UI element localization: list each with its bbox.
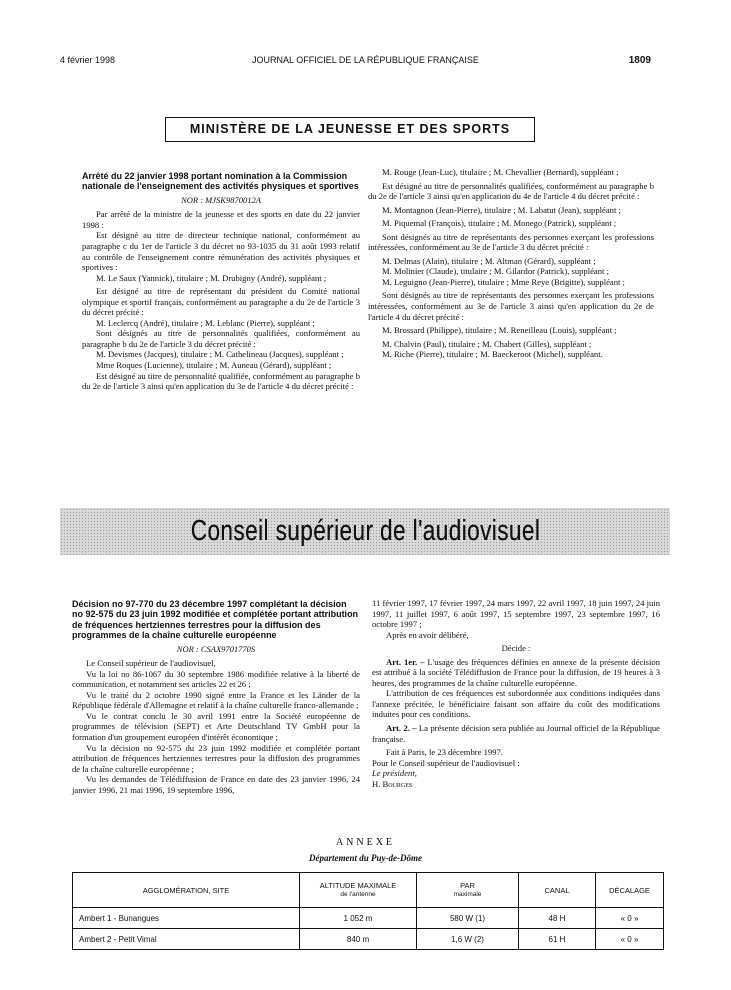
cell-decalage: « 0 »	[596, 908, 664, 929]
cell-altitude: 840 m	[300, 929, 417, 950]
column-header-par: PAR maximale	[417, 873, 519, 908]
article-1	[372, 657, 660, 689]
paragraph: M. Molinier (Claude), titulaire ; M. Gilardor (Patrick), suppléant ;	[382, 266, 609, 277]
article-1-label: Art. 1er. –	[386, 656, 425, 667]
cell-site: Ambert 2 - Petit Vimal	[73, 929, 300, 950]
decision-right-column	[372, 598, 660, 789]
paragraph: M. Rouge (Jean-Luc), titulaire ; M. Chevallier (Bernard), suppléant ;	[382, 167, 619, 177]
column-header-altitude: ALTITUDE MAXIMALE de l'antenne	[300, 873, 417, 908]
cell-decalage: « 0 »	[596, 929, 664, 950]
paragraph: M. Riche (Pierre), titulaire ; M. Baeckeroot (Michel), suppléant.	[382, 349, 603, 360]
signature-for: Pour le Conseil supérieur de l'audiovisuel :	[372, 757, 520, 768]
paragraph: M. Leguigno (Jean-Pierre), titulaire ; Mme Reye (Brigitte), suppléant ;	[382, 276, 625, 287]
paragraph: 11 février 1997, 17 février 1997, 24 mars 1997, 22 avril 1997, 18 juin 1997, 24 juin 1997, 11 juillet 1997, 6 août 1997, 15 septembre 1997, 23 septembre 1997, 16 octobre 1997 ;	[372, 598, 660, 630]
arrete-left-column	[82, 171, 360, 392]
article-1-text: L'usage des fréquences définies en annexe de la présente décision est attribué à la société Télédiffusion de France pour la diffusion, de 19 heures à 3 heures, des programmes de la chaîne culturelle européenne.	[372, 656, 660, 688]
paragraph: Sont désignés au titre de personnalités qualifiées, conformément au paragraphe b du 2e de l'article 3 du décret précité :	[82, 328, 360, 349]
paragraph: Vu la loi no 86-1067 du 30 septembre 1986 modifiée relative à la liberté de communication, et notamment ses articles 22 et 26 ;	[72, 668, 360, 690]
arrete-nor: NOR : MJSK9870012A	[181, 194, 261, 205]
column-header-canal: CANAL	[519, 873, 596, 908]
frequency-table	[72, 872, 664, 950]
paragraph: Est désigné au titre de représentant du président du Comité national olympique et sportif français, conformément au paragraphe a du 2e de l'article 3 du décret précité :	[82, 286, 360, 318]
section-title: Conseil supérieur de l'audiovisuel	[190, 515, 541, 547]
cell-altitude: 1 052 m	[300, 908, 417, 929]
paragraph: L'attribution de ces fréquences est subordonnée aux conditions indiquées dans l'annexe précitée, le bénéficiaire faisant son affaire du coût des modifications induites pour ces conditions.	[372, 688, 660, 720]
paragraph: Est désigné au titre de personnalité qualifiée, conformément au paragraphe b du 2e de l'article 3 ainsi qu'en application du 3e de l'article 4 du décret précité :	[82, 370, 360, 392]
column-header-decalage: DÉCALAGE	[596, 873, 664, 908]
paragraph: Vu le contrat conclu le 30 avril 1991 entre la Société européenne de programmes de télévision (SEPT) et Arte Deutschland TV GmbH pour la formation d'un groupement européen d'intérêt économique ;	[72, 710, 360, 742]
decision-nor: NOR : CSAX9701770S	[176, 643, 256, 654]
paragraph: Vu la décision no 92-575 du 23 juin 1992 modifiée et complétée portant attribution de fréquences hertziennes terrestres pour la diffusion des programmes de la chaîne culturelle européenne ;	[72, 742, 360, 774]
paragraph: Sont désignés au titre de représentants des personnes exerçant les professions intéressées, conformément au 3e de l'article 3 ainsi qu'en application du 2e de l'article 4 du décret précité :	[368, 290, 654, 322]
department-title: Département du Puy-de-Dôme	[309, 853, 422, 863]
ministry-heading: MINISTÈRE DE LA JEUNESSE ET DES SPORTS	[165, 117, 535, 142]
header-date: 4 février 1998	[60, 55, 116, 65]
article-2-text: La présente décision sera publiée au Journal officiel de la République française.	[372, 723, 661, 744]
signature-role: Le président,	[372, 768, 417, 779]
column-header-site: AGGLOMÉRATION, SITE	[73, 873, 300, 908]
decision-title: Décision no 97-770 du 23 décembre 1997 complétant la décision no 92-575 du 23 juin 1992 modifiée et complétée portant attribution de fréquences hertziennes terrestres pour la diffusion des programmes de la chaîne culturelle européenne	[72, 599, 359, 641]
paragraph: M. Piquemal (François), titulaire ; M. Monego (Patrick), suppléant ;	[382, 218, 617, 229]
table-row	[73, 929, 664, 950]
paragraph: M. Montagnon (Jean-Pierre), titulaire ; M. Labatut (Jean), suppléant ;	[382, 204, 621, 215]
cell-site: Ambert 1 - Bunangues	[73, 908, 300, 929]
table-header-row	[73, 873, 664, 908]
arrete-title: Arrêté du 22 janvier 1998 portant nomination à la Commission nationale de l'enseignement des activités physiques et sportives	[82, 171, 359, 192]
paragraph: Mme Roques (Lucienne), titulaire ; M. Auneau (Gérard), suppléant ;	[96, 360, 332, 371]
paragraph: Fait à Paris, le 23 décembre 1997.	[386, 747, 503, 758]
cell-par: 580 W (1)	[417, 908, 519, 929]
cell-par: 1,6 W (2)	[417, 929, 519, 950]
paragraph: Vu le traité du 2 octobre 1990 signé entre la France et les Länder de la République fédérale d'Allemagne et relatif à la chaîne culturelle franco-allemande ;	[72, 689, 360, 711]
paragraph: M. Delmas (Alain), titulaire ; M. Altman (Gérard), suppléant ;	[382, 255, 596, 266]
cell-canal: 61 H	[519, 929, 596, 950]
paragraph: M. Chalvin (Paul), titulaire ; M. Chabert (Gilles), suppléant ;	[382, 338, 592, 349]
paragraph: Après en avoir délibéré,	[386, 629, 469, 640]
cell-canal: 48 H	[519, 908, 596, 929]
paragraph: M. Leclercq (André), titulaire ; M. Leblanc (Pierre), suppléant ;	[96, 317, 315, 328]
arrete-right-column	[368, 167, 654, 360]
decide-heading: Décide :	[501, 643, 531, 654]
page-number: 1809	[628, 55, 651, 66]
paragraph: Le Conseil supérieur de l'audiovisuel,	[86, 658, 216, 669]
paragraph: Vu les demandes de Télédiffusion de France en date des 23 janvier 1996, 24 janvier 1996, 21 mai 1996, 19 septembre 1996,	[72, 774, 360, 795]
paragraph: Est désigné au titre de personnalités qualifiées, conformément au paragraphe b du 2e de l'article 3 ainsi qu'en application du 4e de l'article 4 du décret précité :	[368, 180, 654, 202]
decision-left-column	[72, 599, 360, 795]
header-journal: JOURNAL OFFICIEL DE LA RÉPUBLIQUE FRANÇAISE	[252, 55, 479, 65]
paragraph: Est désigné au titre de directeur technique national, conformément au paragraphe c du 1er de l'article 3 du décret no 93-1035 du 31 août 1993 relatif au contrôle de l'enseignement contre rémunération des activités physiques et sportives :	[82, 230, 360, 273]
paragraph: M. Devismes (Jacques), titulaire ; M. Cathelineau (Jacques), suppléant ;	[96, 349, 344, 360]
paragraph: M. Brossard (Philippe), titulaire ; M. Reneilleau (Louis), suppléant ;	[382, 325, 617, 336]
article-2-label: Art. 2. –	[386, 723, 417, 734]
signature-name: H. Bourges	[372, 778, 413, 789]
article-2	[372, 723, 660, 744]
table-row	[73, 908, 664, 929]
paragraph: M. Le Saux (Yannick), titulaire ; M. Drubigny (André), suppléant ;	[96, 272, 327, 283]
paragraph: Sont désignés au titre de représentants des personnes exerçant les professions intéressées, conformément au 3e de l'article 3 du décret précité :	[368, 231, 654, 253]
paragraph: Par arrêté de la ministre de la jeunesse et des sports en date du 22 janvier 1998 :	[82, 209, 360, 230]
annexe-title: ANNEXE	[335, 837, 396, 848]
